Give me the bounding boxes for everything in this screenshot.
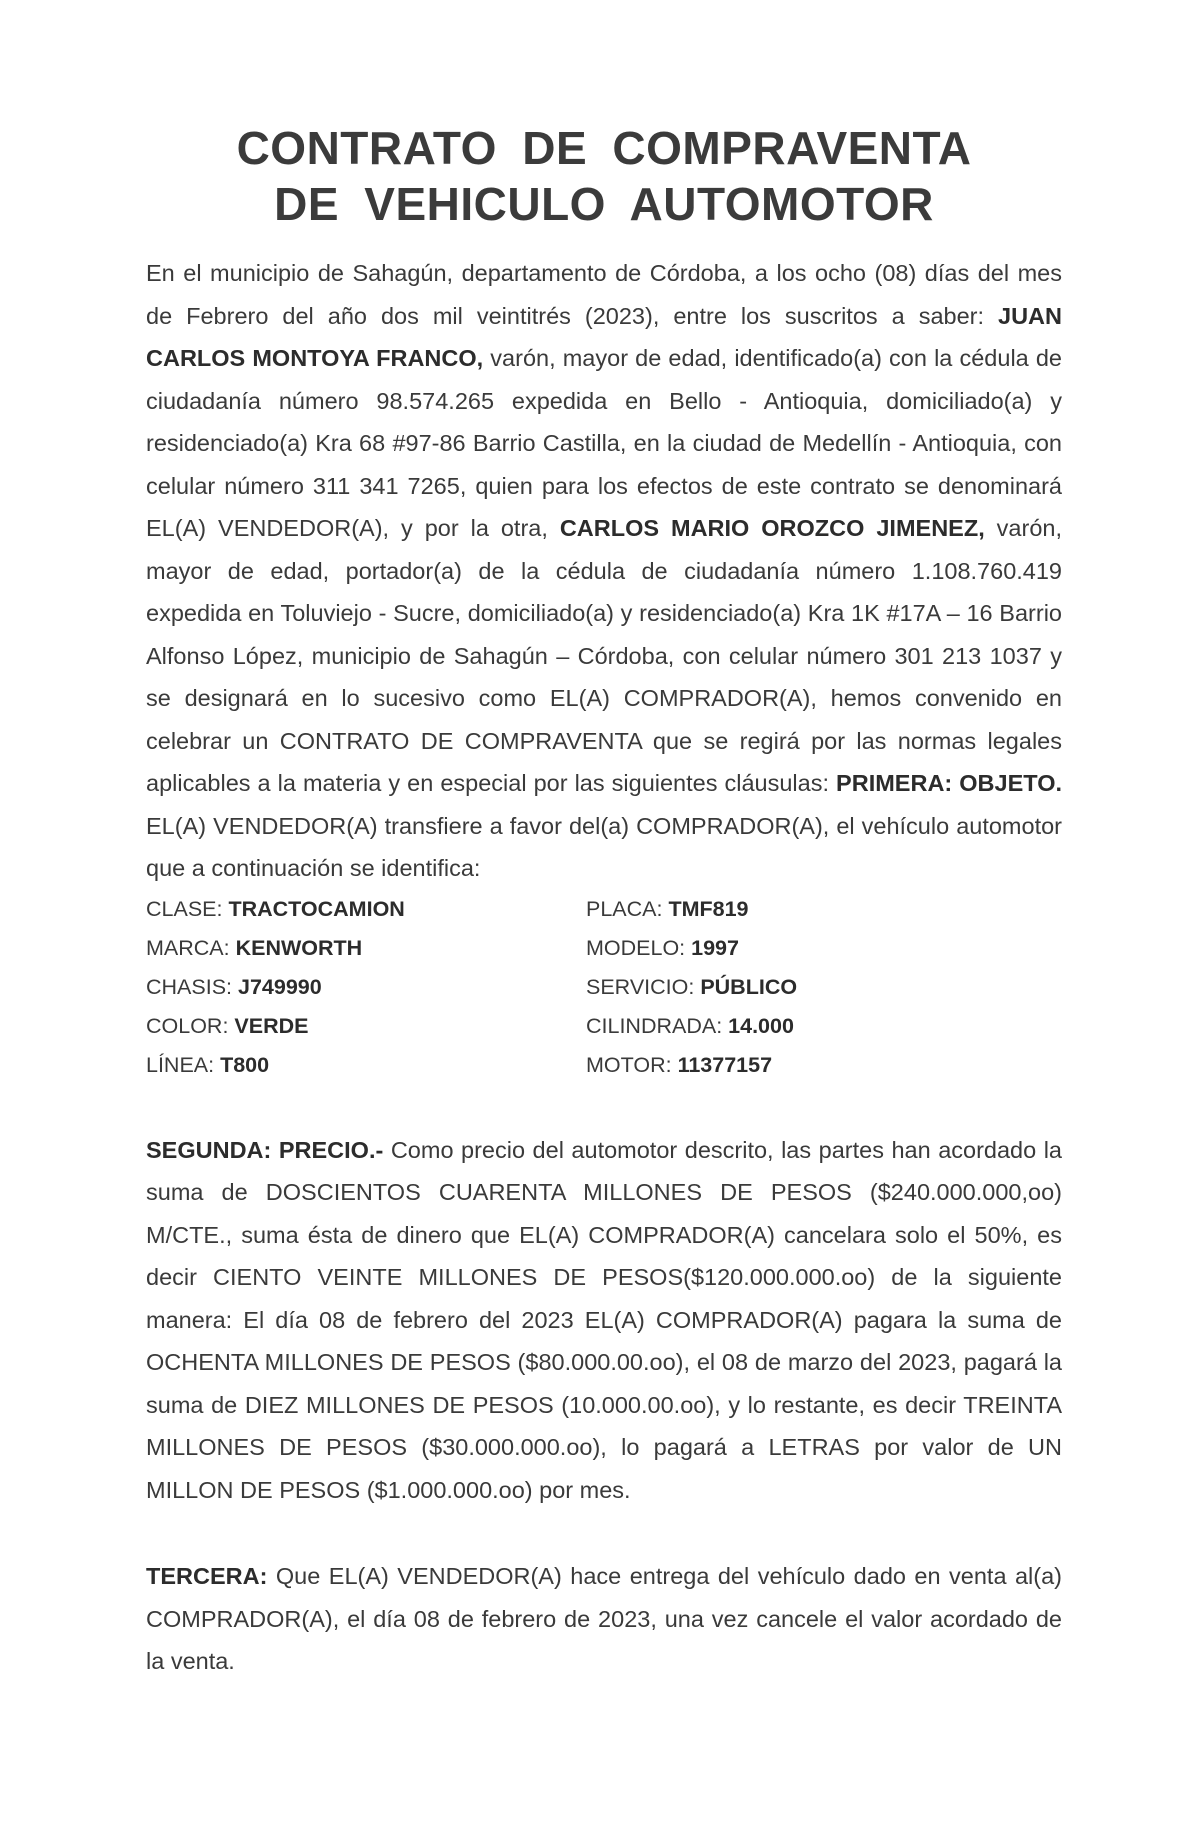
spec-chasis [146,968,586,1007]
intro-text-4: EL(A) VENDEDOR(A) transfiere a favor del(a) COMPRADOR(A), el vehículo automotor que a continuación se identifica: [146,812,1062,881]
spec-cilindrada [586,1007,1062,1046]
spec-value: TMF819 [668,896,749,921]
seller-name: JUAN CARLOS MONTOYA FRANCO, [146,302,1062,371]
intro-text-2: varón, mayor de edad, identificado(a) con la cédula de ciudadanía número 98.574.265 expedida en Bello - Antioquia, domiciliado(a) y residenciado(a) Kra 68 #97-86 Barrio Castilla, en la ciudad de Medellín - Antioquia, con celular número 311 341 7265, quien para los efectos de este contrato se denominará EL(A) VENDEDOR(A), y por la otra, [146,345,1062,541]
spec-label: COLOR: [146,1013,235,1038]
title-line-1: CONTRATO DE COMPRAVENTA [236,122,972,174]
spec-marca [146,929,586,968]
title-line-2: DE VEHICULO AUTOMOTOR [274,178,934,230]
intro-text-1: En el municipio de Sahagún, departamento de Córdoba, a los ocho (08) días del mes de Febrero del año dos mil veintitrés (2023), entre los suscritos a saber: [146,260,1062,329]
buyer-name: CARLOS MARIO OROZCO JIMENEZ, [559,515,985,541]
spec-label: LÍNEA: [146,1052,221,1077]
spec-value: T800 [220,1052,270,1077]
spacer [146,1511,1062,1555]
spec-label: MARCA: [146,935,236,960]
spec-value: 11377157 [677,1052,773,1077]
spec-color [146,1007,586,1046]
spec-motor [586,1046,1062,1085]
second-clause-text: Como precio del automotor descrito, las partes han acordado la suma de DOSCIENTOS CUARENTA MILLONES DE PESOS ($240.000.000,oo) M/CTE., suma ésta de dinero que EL(A) COMPRADOR(A) cancelara solo el 50%, es decir CIENTO VEINTE MILLONES DE PESOS($120.000.000.oo) de la siguiente manera: El día 08 de febrero del 2023 EL(A) COMPRADOR(A) pagara la suma de OCHENTA MILLONES DE PESOS ($80.000.00.oo), el 08 de marzo del 2023, pagará la suma de DIEZ MILLONES DE PESOS (10.000.00.oo), y lo restante, es decir TREINTA MILLONES DE PESOS ($30.000.000.oo), lo pagará a LETRAS por valor de UN MILLON DE PESOS ($1.000.000.oo) por mes. [146,1136,1062,1503]
second-clause-heading: SEGUNDA: PRECIO.- [146,1136,384,1163]
third-clause-text: Que EL(A) VENDEDOR(A) hace entrega del vehículo dado en venta al(a) COMPRADOR(A), el día 08 de febrero de 2023, una vez cancele el valor acordado de la venta. [146,1563,1062,1674]
spec-label: SERVICIO: [586,974,701,999]
third-clause-heading: TERCERA: [146,1563,268,1589]
spec-label: CILINDRADA: [586,1013,729,1038]
intro-paragraph [146,252,1062,890]
third-clause [146,1555,1062,1683]
spec-modelo [586,929,1062,968]
spec-value: VERDE [234,1013,309,1038]
spec-value: 14.000 [728,1013,794,1038]
spec-clase [146,890,586,929]
spec-label: PLACA: [586,896,669,921]
vehicle-specs [146,890,1062,1085]
spec-linea [146,1046,586,1085]
spec-label: MODELO: [586,935,692,960]
spec-label: CLASE: [146,896,229,921]
spec-servicio [586,968,1062,1007]
spec-value: TRACTOCAMION [228,896,405,921]
spec-value: KENWORTH [235,935,363,960]
spec-value: J749990 [238,974,322,999]
intro-text-3: varón, mayor de edad, portador(a) de la cédula de ciudadanía número 1.108.760.419 expedida en Toluviejo - Sucre, domiciliado(a) y residenciado(a) Kra 1K #17A – 16 Barrio Alfonso López, municipio de Sahagún – Córdoba, con celular número 301 213 1037 y se designará en lo sucesivo como EL(A) COMPRADOR(A), hemos convenido en celebrar un CONTRATO DE COMPRAVENTA que se regirá por las normas legales aplicables a la materia y en especial por las siguientes cláusulas: [146,515,1062,796]
document-title [146,120,1062,232]
spec-label: CHASIS: [146,974,238,999]
spec-value: 1997 [691,935,739,960]
spec-value: PÚBLICO [700,974,798,999]
spec-label: MOTOR: [586,1052,678,1077]
clause-first-heading: PRIMERA: OBJETO. [836,770,1063,796]
spec-placa [586,890,1062,929]
second-clause [146,1129,1062,1512]
